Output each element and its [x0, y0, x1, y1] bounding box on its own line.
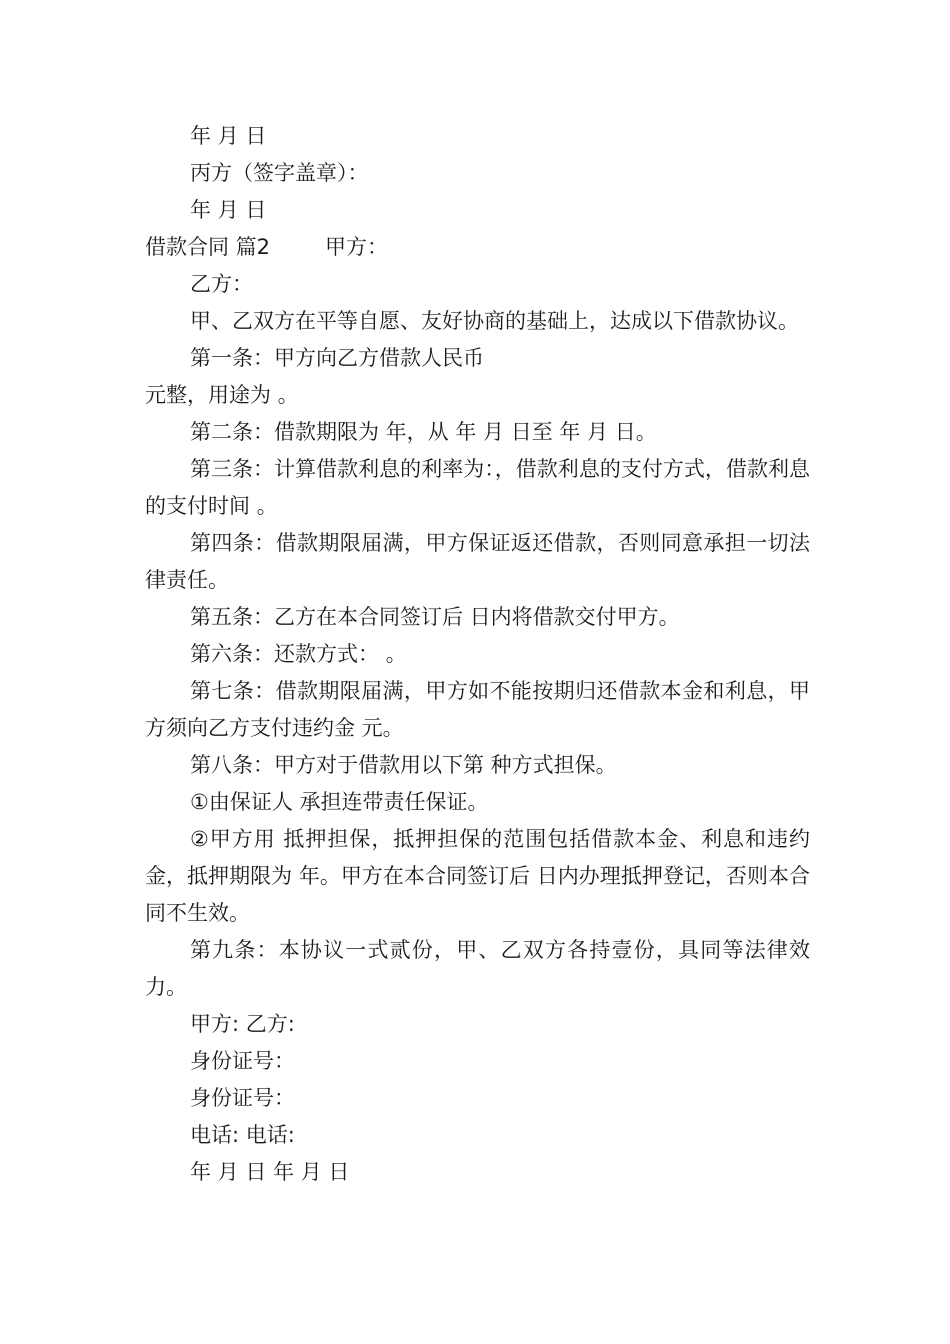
article-2: 第二条：借款期限为 年，从 年 月 日至 年 月 日。: [190, 420, 657, 444]
article-3: 第三条：计算借款利息的利率为：，借款利息的支付方式，借款利息的支付时间 。: [145, 457, 810, 518]
date-line: 年 月 日: [190, 124, 267, 148]
section-title: 借款合同 篇2: [145, 235, 271, 259]
article-4: 第四条：借款期限届满，甲方保证返还借款，否则同意承担一切法律责任。: [145, 531, 810, 592]
article-1: 第一条：甲方向乙方借款人民币: [190, 346, 484, 370]
party-c-signature-line: 丙方（签字盖章）：: [190, 161, 369, 185]
article-9: 第九条：本协议一式贰份，甲、乙双方各持壹份，具同等法律效力。: [145, 938, 810, 999]
signature-parties-line: 甲方: 乙方:: [190, 1012, 295, 1036]
signature-date-line: 年 月 日 年 月 日: [190, 1160, 350, 1184]
date-line: 年 月 日: [190, 198, 267, 222]
id-number-line: 身份证号：: [190, 1086, 295, 1110]
preamble-paragraph: 甲、乙双方在平等自愿、友好协商的基础上，达成以下借款协议。: [190, 309, 799, 333]
article-5: 第五条：乙方在本合同签订后 日内将借款交付甲方。: [190, 605, 680, 629]
article-7: 第七条：借款期限届满，甲方如不能按期归还借款本金和利息，甲方须向乙方支付违约金 元。: [145, 679, 810, 740]
party-b-label: 乙方：: [190, 272, 253, 296]
section-heading: [145, 229, 810, 266]
document-body: [145, 118, 810, 1191]
article-1-continued: 元整，用途为 。: [145, 383, 299, 407]
party-a-label: 甲方：: [325, 235, 389, 259]
id-number-line: 身份证号：: [190, 1049, 295, 1073]
phone-line: 电话: 电话:: [190, 1123, 295, 1147]
article-6: 第六条：还款方式： 。: [190, 642, 407, 666]
guarantee-option-2: ②甲方用 抵押担保，抵押担保的范围包括借款本金、利息和违约金，抵押期限为 年。甲方在本合同签订后 日内办理抵押登记，否则本合同不生效。: [145, 827, 810, 925]
article-8: 第八条：甲方对于借款用以下第 种方式担保。: [190, 753, 617, 777]
guarantee-option-1: ①由保证人 承担连带责任保证。: [190, 790, 489, 814]
